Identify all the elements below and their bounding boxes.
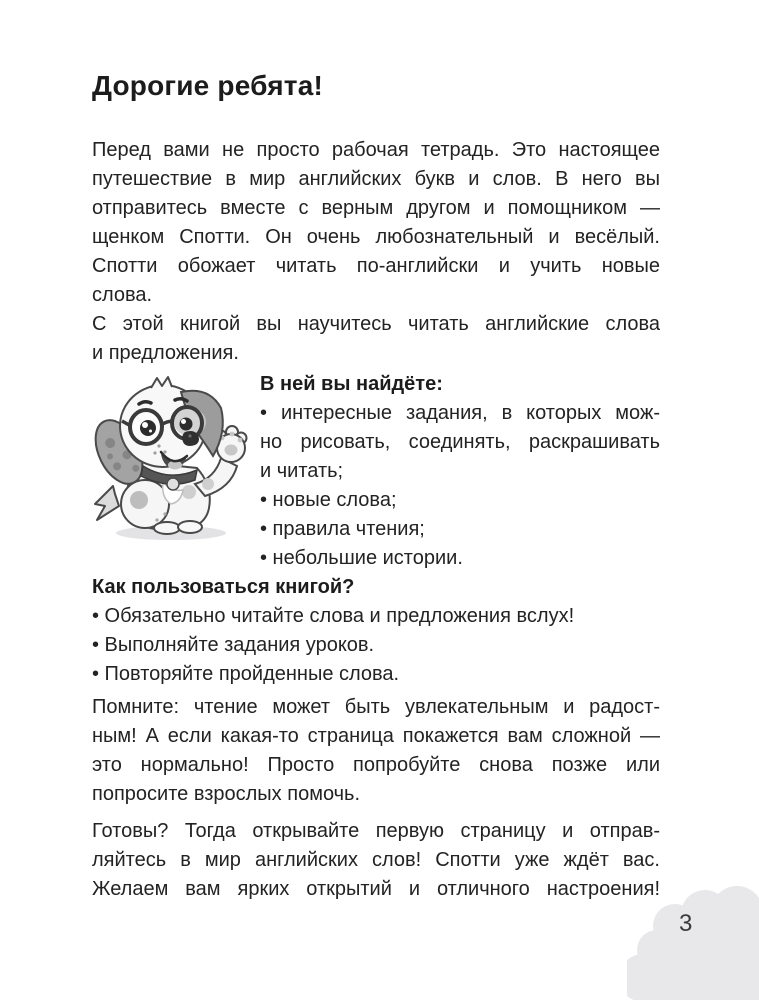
page-number: 3 — [679, 910, 693, 937]
intro-paragraph-2: С этой книгой вы научитесь читать английские слова и предложения. — [92, 313, 660, 364]
puppy-illustration-icon — [87, 370, 255, 542]
intro-paragraph-1: Перед вами не просто рабочая тетрадь. Это настоящее путешествие в мир английских букв и слов. В него вы отправитесь вместе с верным другом и помощником — щенком Спотти. Он очень любознательный и весёлый. Спотти обожает читать по-английски и учить новые слова. — [92, 139, 660, 306]
howto-list: • Обязательно читайте слова и предложения вслух! • Выполняйте задания уроков. • Повторяйте пройденные слова. — [92, 605, 575, 685]
page-title: Дорогие ребята! — [92, 70, 324, 101]
howto-heading: Как пользоваться книгой? — [92, 576, 355, 598]
outro-paragraph-2: Готовы? Тогда открывайте первую страницу и отправ- ляйтесь в мир английских слов! Спотти уже ждёт вас. Желаем вам ярких открытий и отличного настроения! — [92, 820, 660, 900]
findings-list: • интересные задания, в которых мож- но рисовать, соединять, раскрашивать и читать; • новые слова; • правила чтения; • небольшие истории. — [260, 402, 660, 569]
findings-section — [92, 370, 660, 573]
findings-heading: В ней вы найдёте: — [260, 373, 443, 395]
page-number-cloud — [627, 882, 759, 1000]
outro-paragraph-1: Помните: чтение может быть увлекательным и радост- ным! А если какая-то страница покажется вам сложной — это нормально! Просто попробуйте снова позже или попросите взрослых помочь. — [92, 696, 660, 805]
cloud-icon — [627, 882, 759, 1000]
